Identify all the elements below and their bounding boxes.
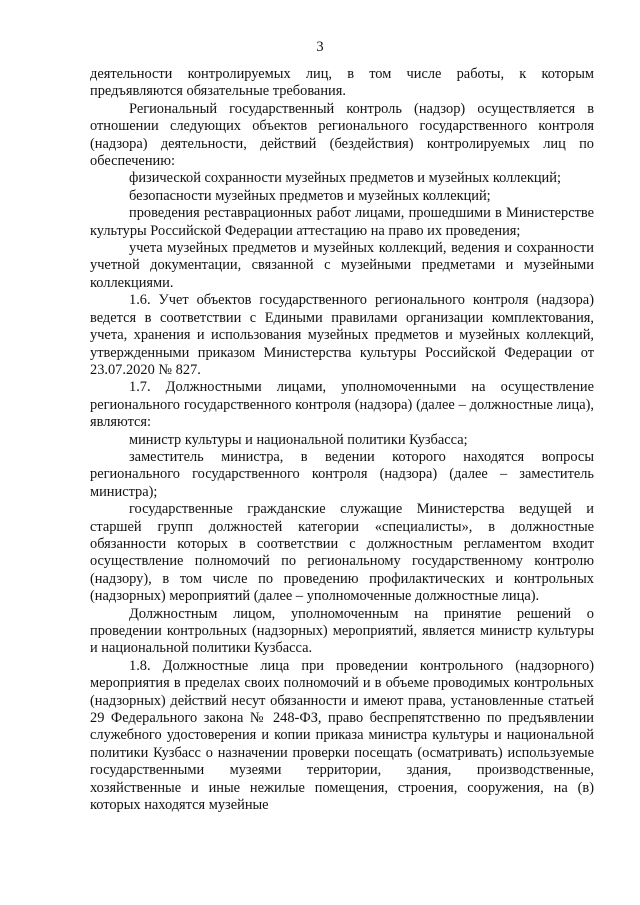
list-item-accounting: учета музейных предметов и музейных коллекций, ведения и сохранности учетной документации, связанной с музейными предметами и музейными коллекциями. bbox=[90, 240, 594, 291]
list-item-physical-safety: физической сохранности музейных предметов и музейных коллекций; bbox=[129, 170, 561, 187]
paragraph-objects-intro: Региональный государственный контроль (надзор) осуществляется в отношении следующих объектов регионального государственного контроля (надзора) деятельности, действий (бездействия) контролируемых лиц по обеспечению: bbox=[90, 100, 594, 170]
paragraph-decision-official: Должностным лицом, уполномоченным на принятие решений о проведении контрольных (надзорных) мероприятий, является министр культуры и национальной политики Кузбасса. bbox=[90, 605, 594, 657]
list-item-minister: министр культуры и национальной политики Кузбасса; bbox=[129, 431, 468, 448]
list-item-restoration: проведения реставрационных работ лицами, прошедшими в Министерстве культуры Российской Федерации аттестацию на право их проведения; bbox=[90, 205, 594, 239]
list-item-security: безопасности музейных предметов и музейных коллекций; bbox=[129, 187, 491, 204]
document-body bbox=[90, 66, 594, 814]
paragraph-1-6: 1.6. Учет объектов государственного регионального контроля (надзора) ведется в соответствии с Едиными правилами организации комплектования, учета, хранения и использования музейных предметов и музейных коллекций, утвержденными приказом Министерства культуры Российской Федерации от 23.07.2020 № 827. bbox=[90, 292, 594, 378]
list-item-civil-servants: государственные гражданские служащие Министерства ведущей и старшей групп должностей категории «специалисты», в должностные обязанности которых в соответствии с должностным регламентом входит осуществление полномочий по региональному государственному контролю (надзору), в том числе по проведению профилактических и контрольных (надзорных) мероприятий (далее – уполномоченные должностные лица). bbox=[90, 501, 594, 605]
paragraph-continuation: деятельности контролируемых лиц, в том числе работы, к которым предъявляются обязательные требования. bbox=[90, 66, 594, 100]
list-item-deputy-minister: заместитель министра, в ведении которого находятся вопросы регионального государственного контроля (надзора) (далее – заместитель министра); bbox=[90, 448, 594, 500]
paragraph-1-8: 1.8. Должностные лица при проведении контрольного (надзорного) мероприятия в пределах своих полномочий и в объеме проводимых контрольных (надзорных) действий несут обязанности и имеют права, установленные статьей 29 Федерального закона № 248-ФЗ, право беспрепятственно по предъявлении служебного удостоверения и копии приказа министра культуры и национальной политики Кузбасс о назначении проверки посещать (осматривать) используемые государственными музеями территории, здания, производственные, хозяйственные и иные нежилые помещения, строения, сооружения, на (в) которых находятся музейные bbox=[90, 657, 594, 814]
paragraph-1-7: 1.7. Должностными лицами, уполномоченными на осуществление регионального государственного контроля (надзора) (далее – должностные лица), являются: bbox=[90, 379, 594, 431]
page-number: 3 bbox=[316, 39, 324, 55]
